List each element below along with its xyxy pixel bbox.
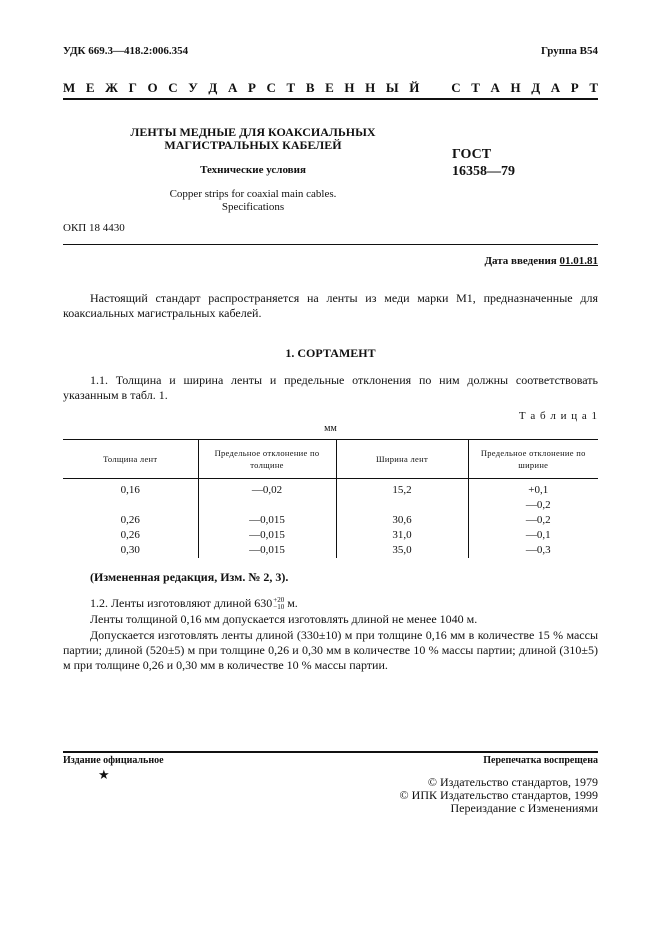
banner-letter: Т [589, 80, 598, 95]
banner-letter: Н [344, 80, 355, 95]
banner-letter: Г [128, 80, 137, 95]
banner-letter: А [227, 80, 238, 95]
cell-thickness: 0,30 [120, 544, 140, 556]
title-line: МАГИСТРАЛЬНЫХ КАБЕЛЕЙ [164, 138, 342, 152]
banner-letter: Т [471, 80, 480, 95]
english-title-line: Specifications [221, 201, 285, 213]
banner-letter: Р [570, 80, 579, 95]
dimensions-table [63, 439, 598, 558]
cell-width: 30,6 [336, 513, 468, 528]
footer-rule [63, 751, 598, 753]
banner-letter: Т [286, 80, 296, 95]
table-caption: Т а б л и ц а 1 [518, 410, 598, 422]
cell-thickness-deviation: —0,015 [198, 543, 336, 558]
section-heading: 1. СОРТАМЕНТ [285, 346, 376, 360]
banner-letter: Р [247, 80, 256, 95]
copyright-line: © ИПК Издательство стандартов, 1999 [399, 788, 598, 802]
table-row [63, 513, 598, 528]
table-row [63, 498, 598, 513]
paragraph-1-2-line2: Ленты толщиной 0,16 мм допускается изготовлять длиной не менее 1040 м. [90, 612, 478, 626]
date-value: 01.01.81 [559, 255, 598, 267]
gost-number: 16358—79 [452, 164, 515, 179]
paragraph-1-2 [90, 596, 298, 611]
copyright-line: © Издательство стандартов, 1979 [427, 775, 598, 789]
cell-width [336, 498, 468, 513]
amendment-note: (Измененная редакция, Изм. № 2, 3). [90, 570, 289, 584]
cell-thickness: 0,16 [120, 484, 140, 496]
gost-designation [452, 146, 515, 180]
reprint-prohibited: Перепечатка воспрещена [483, 755, 598, 766]
banner-rule [63, 98, 598, 100]
banner-letter: С [168, 80, 178, 95]
table-row [63, 543, 598, 558]
cell-width-deviation: —0,1 [468, 528, 598, 543]
cell-width: 31,0 [336, 528, 468, 543]
title-line: ЛЕНТЫ МЕДНЫЕ ДЛЯ КОАКСИАЛЬНЫХ [130, 125, 376, 139]
official-edition: Издание официальное [63, 755, 164, 766]
banner-letter: В [305, 80, 315, 95]
banner-letter: Ы [385, 80, 399, 95]
banner-letter: Е [325, 80, 334, 95]
group-code: Группа B54 [540, 45, 598, 57]
banner-letter: А [490, 80, 500, 95]
cell-thickness: 0,26 [120, 514, 140, 526]
header-thickness: Толщина лент [63, 440, 198, 479]
banner-letter: Й [409, 80, 420, 95]
date-label: Дата введения [484, 255, 560, 267]
cell-width-deviation: +0,1 [468, 479, 598, 499]
paragraph-1-1: 1.1. Толщина и ширина ленты и предельные отклонения по ним должны соответствовать указанным в табл. 1. [63, 373, 598, 402]
cell-width-deviation: —0,2 [468, 498, 598, 513]
length-unit: м. [284, 596, 298, 610]
banner-letter: А [550, 80, 561, 95]
cell-thickness [63, 498, 198, 513]
table-row [63, 479, 598, 499]
cell-width-deviation: —0,3 [468, 543, 598, 558]
table-header-row [63, 440, 598, 479]
cell-thickness: 0,26 [120, 529, 140, 541]
reissue-note: Переиздание с Изменениями [450, 801, 598, 815]
banner-letter: Ж [105, 80, 119, 95]
introduction-date [484, 255, 598, 267]
cell-width-deviation: —0,2 [468, 513, 598, 528]
banner-letter: С [451, 80, 461, 95]
banner-letter: У [188, 80, 198, 95]
table-row [63, 528, 598, 543]
header-thickness-deviation: Предельное отклонение по толщине [198, 440, 336, 479]
okp-code: ОКП 18 4430 [63, 222, 125, 234]
length-tolerance [273, 597, 284, 611]
document-subtitle: Технические условия [200, 164, 306, 176]
banner-letter: Д [531, 80, 541, 95]
cell-thickness-deviation [198, 498, 336, 513]
header-width: Ширина лент [336, 440, 468, 479]
header-width-deviation: Предельное отклонение по ширине [468, 440, 598, 479]
tolerance-upper: +20 [273, 596, 285, 605]
cell-width: 15,2 [336, 479, 468, 499]
udk-code: УДК 669.3—418.2:006.354 [63, 45, 189, 57]
cell-thickness-deviation: —0,015 [198, 513, 336, 528]
copyright-block [400, 776, 598, 815]
banner-letter: О [147, 80, 158, 95]
banner-letter: Н [365, 80, 376, 95]
paragraph-1-2-line3: Допускается изготовлять ленты длиной (330±10) м при толщине 0,16 мм в количестве 15 % массы партии; длиной (520±5) м при толщине 0,26 и 0,30 мм в количестве 10 % массы партии; длиной (310±5) м при толщине 0,26 и 0,30 мм в количестве 10 % массы партии. [63, 628, 598, 672]
cell-thickness-deviation: —0,015 [198, 528, 336, 543]
banner-letter: С [266, 80, 276, 95]
table-unit: мм [324, 423, 337, 434]
banner-letter: Д [208, 80, 218, 95]
standard-banner [63, 80, 598, 96]
tolerance-lower: −10 [273, 603, 285, 612]
gost-label: ГОСТ [452, 147, 492, 162]
banner-letter: Н [510, 80, 521, 95]
english-title-line: Copper strips for coaxial main cables. [169, 188, 337, 200]
length-text: 1.2. Ленты изготовляют длиной 630 [90, 596, 273, 610]
banner-letter: М [63, 80, 76, 95]
cell-thickness-deviation: —0,02 [198, 479, 336, 499]
star-icon: ★ [98, 767, 110, 782]
banner-letter: Е [85, 80, 95, 95]
intro-paragraph: Настоящий стандарт распространяется на ленты из меди марки М1, предназначенные для коаксиальных магистральных кабелей. [63, 291, 598, 320]
english-title [63, 188, 443, 214]
cell-width: 35,0 [336, 543, 468, 558]
document-title [63, 126, 443, 152]
title-rule [63, 244, 598, 245]
